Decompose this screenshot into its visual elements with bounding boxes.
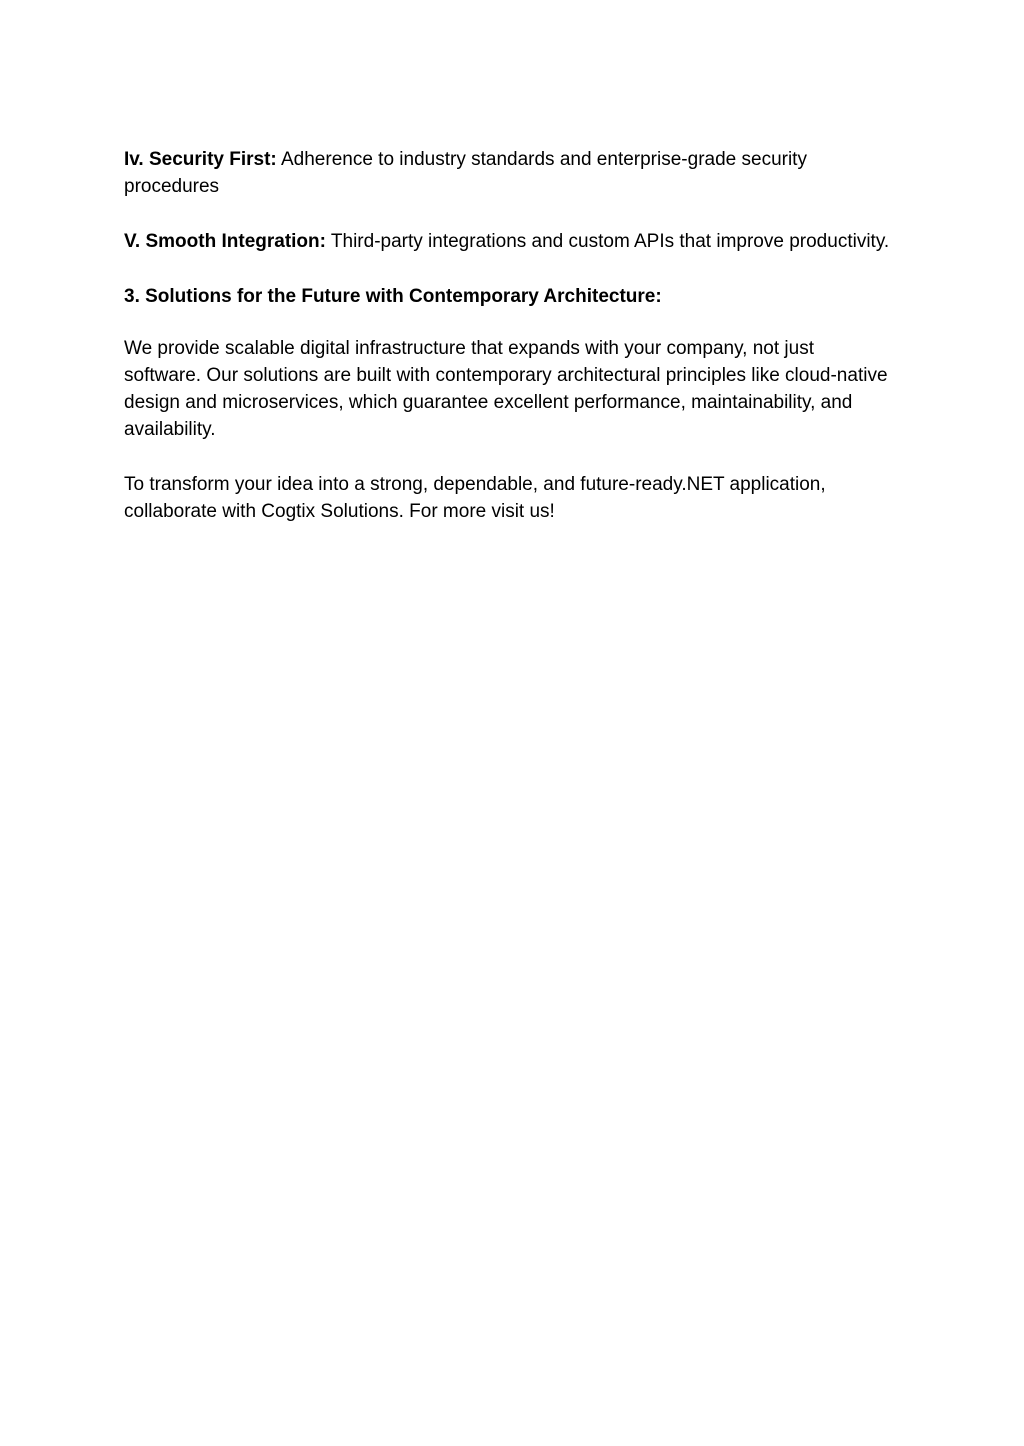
feature-label: Iv. Security First: (124, 149, 277, 170)
body-paragraph: We provide scalable digital infrastructure that expands with your company, not just software. Our solutions are built with contemporary architectural principles like cloud-native design and microservices, which guarantee excellent performance, maintainability, and availability. (124, 338, 888, 440)
closing-paragraph: To transform your idea into a strong, dependable, and future-ready.NET application, collaborate with Cogtix Solutions. For more visit us! (124, 474, 826, 522)
feature-text: Adherence to industry standards and enterprise-grade security procedures (124, 149, 807, 197)
feature-text: Third-party integrations and custom APIs that improve productivity. (325, 231, 890, 252)
document-content (124, 146, 894, 553)
feature-item-security (124, 146, 894, 200)
section-heading: 3. Solutions for the Future with Contemporary Architecture: (124, 286, 662, 307)
feature-item-integration (124, 228, 894, 255)
feature-label: V. Smooth Integration: (124, 231, 326, 252)
